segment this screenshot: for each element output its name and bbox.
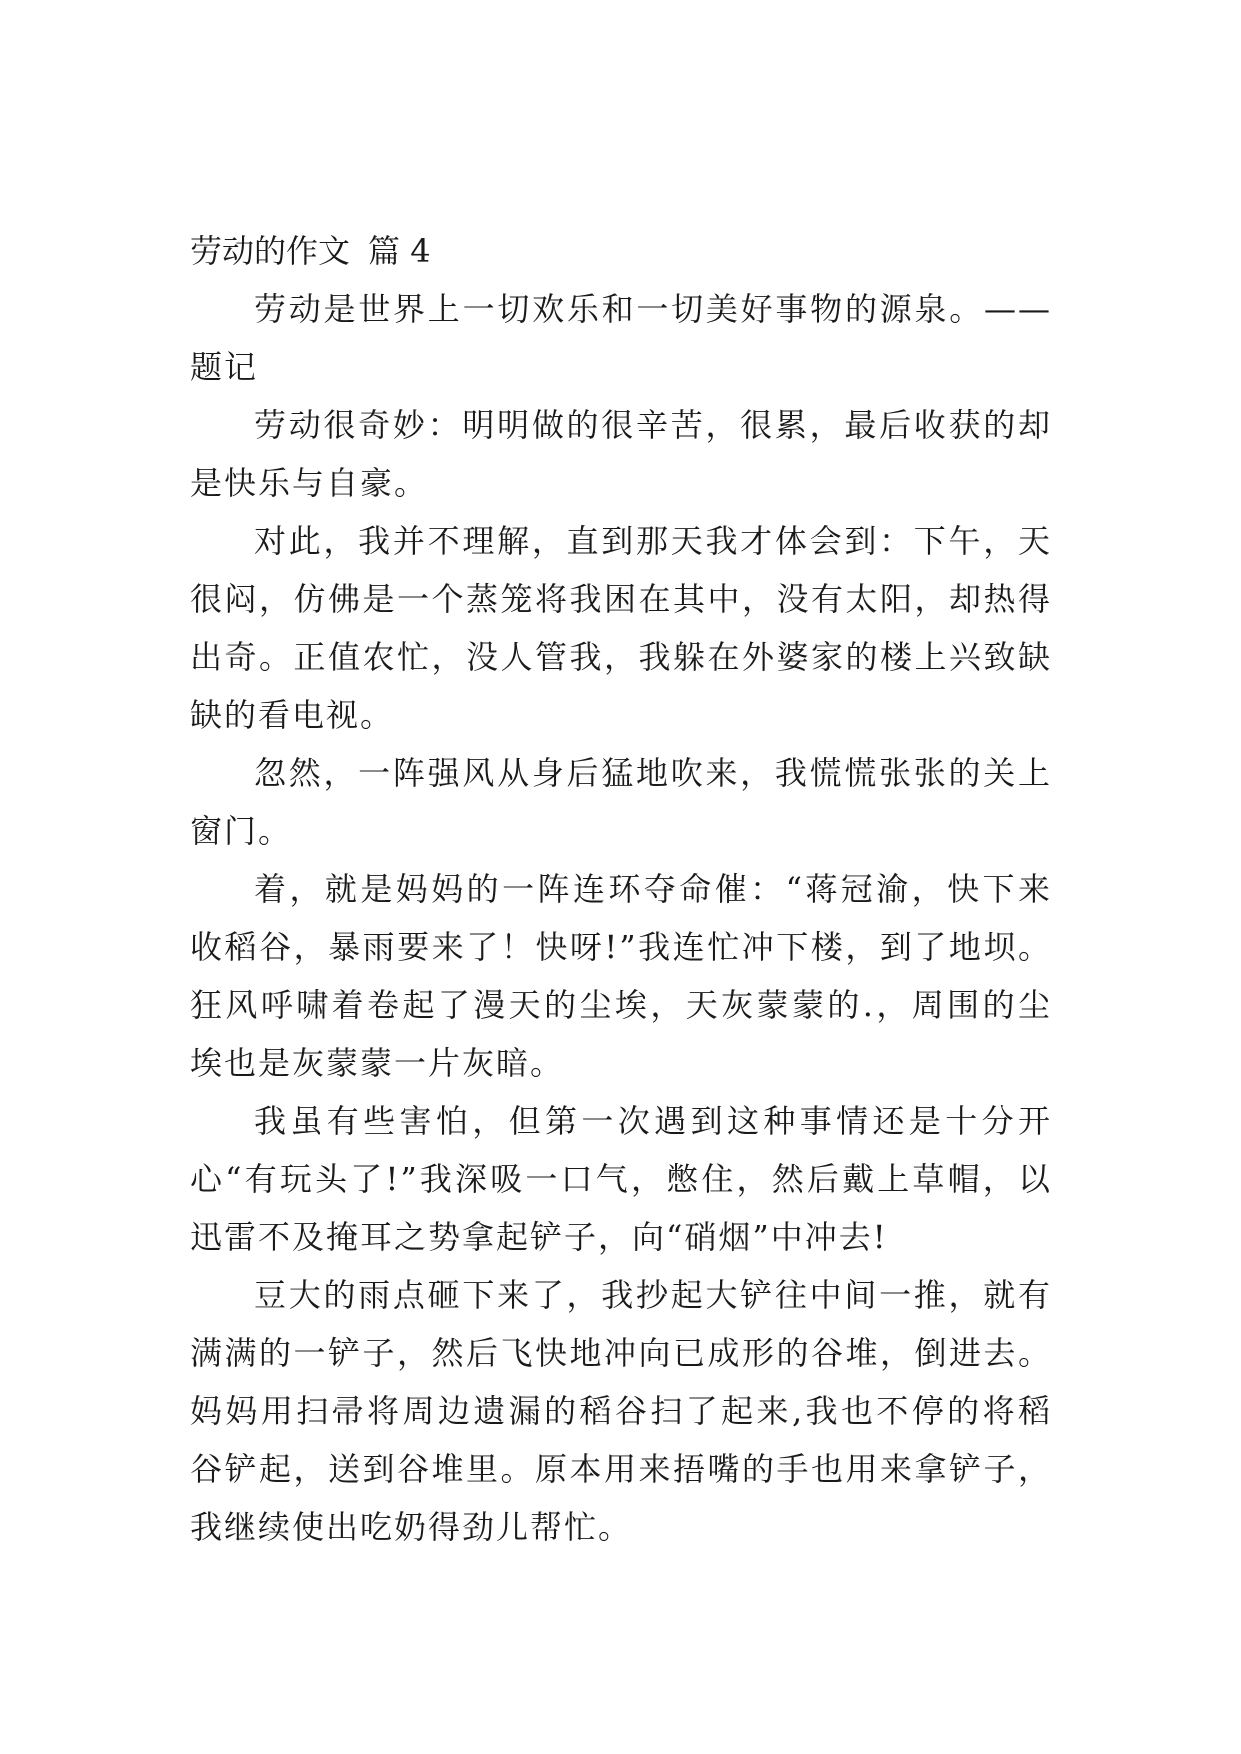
paragraph: 忽然，一阵强风从身后猛地吹来，我慌慌张张的关上窗门。: [190, 754, 1052, 850]
paragraph: 我虽有些害怕，但第一次遇到这种事情还是十分开心“有玩头了!”我深吸一口气，憋住，然后戴上草帽，以迅雷不及掩耳之势拿起铲子，向“硝烟”中冲去!: [190, 1102, 1052, 1256]
title-text: 劳动的作文: [190, 232, 351, 270]
paragraph: 着，就是妈妈的一阵连环夺命催：“蒋冠渝，快下来收稻谷，暴雨要来了！快呀!”我连忙冲下楼，到了地坝。狂风呼啸着卷起了漫天的尘埃，天灰蒙蒙的.，周围的尘埃也是灰蒙蒙一片灰暗。: [190, 870, 1052, 1082]
paragraph: 对此，我并不理解，直到那天我才体会到：下午，天很闷，仿佛是一个蒸笼将我困在其中，没有太阳，却热得出奇。正值农忙，没人管我，我躲在外婆家的楼上兴致缺缺的看电视。: [190, 522, 1052, 734]
document-page: [190, 222, 1052, 1556]
document-title: [190, 222, 1052, 280]
paragraph: 豆大的雨点砸下来了，我抄起大铲往中间一推，就有满满的一铲子，然后飞快地冲向已成形的谷堆，倒进去。妈妈用扫帚将周边遗漏的稻谷扫了起来,我也不停的将稻谷铲起，送到谷堆里。原本用来捂嘴的手也用来拿铲子，我继续使出吃奶得劲儿帮忙。: [190, 1276, 1052, 1546]
title-suffix: 篇 4: [368, 232, 431, 270]
paragraph: 劳动很奇妙：明明做的很辛苦，很累，最后收获的却是快乐与自豪。: [190, 406, 1052, 502]
paragraph: 劳动是世界上一切欢乐和一切美好事物的源泉。——题记: [190, 290, 1052, 386]
